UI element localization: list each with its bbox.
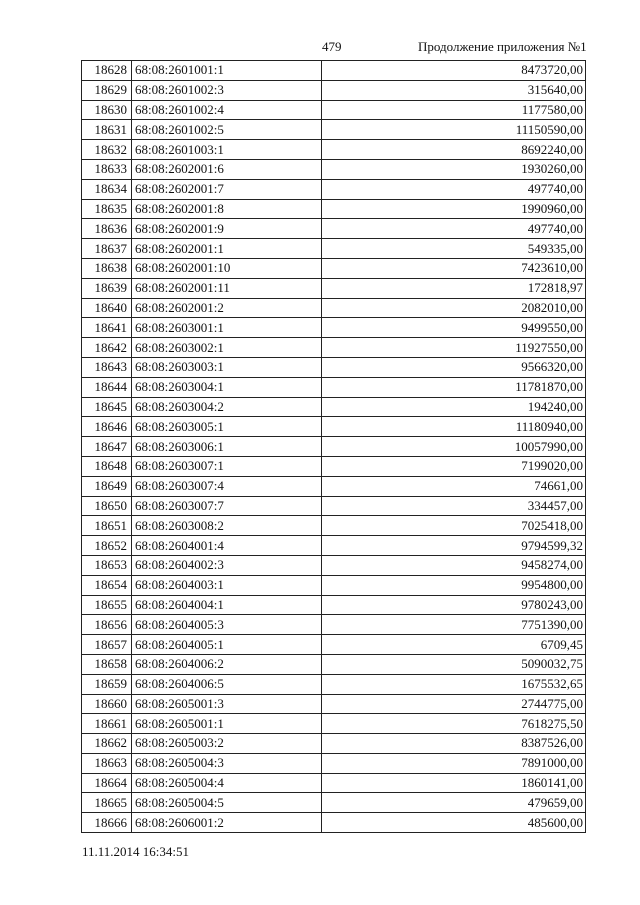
cadastral-value: 7423610,00: [322, 258, 586, 278]
cadastral-number: 68:08:2602001:2: [132, 298, 322, 318]
table-row: [82, 120, 586, 140]
cadastral-value: 10057990,00: [322, 437, 586, 457]
table-row: [82, 318, 586, 338]
row-number: 18628: [82, 61, 132, 81]
row-number: 18650: [82, 496, 132, 516]
cadastral-number: 68:08:2604006:2: [132, 654, 322, 674]
cadastral-number: 68:08:2603006:1: [132, 437, 322, 457]
table-row: [82, 456, 586, 476]
cadastral-number: 68:08:2604005:1: [132, 635, 322, 655]
cadastral-number: 68:08:2603001:1: [132, 318, 322, 338]
cadastral-value: 8387526,00: [322, 734, 586, 754]
cadastral-number: 68:08:2605004:5: [132, 793, 322, 813]
row-number: 18637: [82, 239, 132, 259]
table-row: [82, 773, 586, 793]
cadastral-number: 68:08:2604002:3: [132, 555, 322, 575]
row-number: 18647: [82, 437, 132, 457]
row-number: 18664: [82, 773, 132, 793]
page-header: [0, 38, 640, 58]
cadastral-number: 68:08:2601002:5: [132, 120, 322, 140]
cadastral-number: 68:08:2605001:1: [132, 714, 322, 734]
cadastral-number: 68:08:2603002:1: [132, 338, 322, 358]
row-number: 18648: [82, 456, 132, 476]
cadastral-number: 68:08:2601002:4: [132, 100, 322, 120]
cadastral-number: 68:08:2602001:7: [132, 179, 322, 199]
cadastral-number: 68:08:2605004:3: [132, 753, 322, 773]
cadastral-number: 68:08:2602001:6: [132, 159, 322, 179]
cadastral-number: 68:08:2603004:1: [132, 377, 322, 397]
table-row: [82, 298, 586, 318]
cadastral-number: 68:08:2602001:8: [132, 199, 322, 219]
row-number: 18638: [82, 258, 132, 278]
table-row: [82, 674, 586, 694]
cadastral-value: 6709,45: [322, 635, 586, 655]
table-row: [82, 753, 586, 773]
cadastral-value: 497740,00: [322, 179, 586, 199]
cadastral-number: 68:08:2606001:2: [132, 813, 322, 833]
cadastral-value: 2744775,00: [322, 694, 586, 714]
cadastral-number: 68:08:2603008:2: [132, 516, 322, 536]
cadastral-value: 9794599,32: [322, 536, 586, 556]
row-number: 18652: [82, 536, 132, 556]
row-number: 18636: [82, 219, 132, 239]
cadastral-number: 68:08:2602001:10: [132, 258, 322, 278]
table-body: [82, 61, 586, 833]
table-row: [82, 496, 586, 516]
row-number: 18641: [82, 318, 132, 338]
cadastral-number: 68:08:2605001:3: [132, 694, 322, 714]
cadastral-number: 68:08:2604004:1: [132, 595, 322, 615]
row-number: 18640: [82, 298, 132, 318]
table-row: [82, 734, 586, 754]
cadastral-number: 68:08:2603005:1: [132, 417, 322, 437]
row-number: 18661: [82, 714, 132, 734]
page-number: 479: [322, 39, 342, 54]
table-row: [82, 714, 586, 734]
table-row: [82, 575, 586, 595]
cadastral-value: 11927550,00: [322, 338, 586, 358]
cadastral-value: 485600,00: [322, 813, 586, 833]
row-number: 18663: [82, 753, 132, 773]
row-number: 18658: [82, 654, 132, 674]
cadastral-number: 68:08:2601001:1: [132, 61, 322, 81]
row-number: 18629: [82, 80, 132, 100]
cadastral-value: 9780243,00: [322, 595, 586, 615]
cadastral-value: 334457,00: [322, 496, 586, 516]
cadastral-value: 9458274,00: [322, 555, 586, 575]
table-row: [82, 100, 586, 120]
table-row: [82, 377, 586, 397]
cadastral-number: 68:08:2605004:4: [132, 773, 322, 793]
cadastral-value: 549335,00: [322, 239, 586, 259]
cadastral-number: 68:08:2604006:5: [132, 674, 322, 694]
table-row: [82, 595, 586, 615]
cadastral-number: 68:08:2604001:4: [132, 536, 322, 556]
table-row: [82, 258, 586, 278]
table-row: [82, 635, 586, 655]
row-number: 18646: [82, 417, 132, 437]
cadastral-number: 68:08:2603003:1: [132, 357, 322, 377]
cadastral-value: 7025418,00: [322, 516, 586, 536]
cadastral-number: 68:08:2603007:7: [132, 496, 322, 516]
cadastral-value: 9499550,00: [322, 318, 586, 338]
cadastral-value: 11180940,00: [322, 417, 586, 437]
table-row: [82, 516, 586, 536]
row-number: 18642: [82, 338, 132, 358]
row-number: 18656: [82, 615, 132, 635]
cadastral-value: 8473720,00: [322, 61, 586, 81]
row-number: 18630: [82, 100, 132, 120]
cadastral-value: 497740,00: [322, 219, 586, 239]
cadastral-value: 11150590,00: [322, 120, 586, 140]
row-number: 18639: [82, 278, 132, 298]
table-row: [82, 338, 586, 358]
cadastral-value: 1177580,00: [322, 100, 586, 120]
cadastral-number: 68:08:2603004:2: [132, 397, 322, 417]
cadastral-number: 68:08:2605003:2: [132, 734, 322, 754]
row-number: 18654: [82, 575, 132, 595]
appendix-label: Продолжение приложения №1: [418, 39, 587, 54]
row-number: 18657: [82, 635, 132, 655]
table-row: [82, 239, 586, 259]
cadastral-number: 68:08:2604005:3: [132, 615, 322, 635]
cadastral-value: 5090032,75: [322, 654, 586, 674]
cadastral-value: 11781870,00: [322, 377, 586, 397]
cadastral-value: 315640,00: [322, 80, 586, 100]
row-number: 18634: [82, 179, 132, 199]
cadastral-number: 68:08:2602001:11: [132, 278, 322, 298]
table-row: [82, 397, 586, 417]
cadastral-number: 68:08:2602001:1: [132, 239, 322, 259]
table-row: [82, 179, 586, 199]
cadastral-value: 2082010,00: [322, 298, 586, 318]
cadastral-number: 68:08:2601003:1: [132, 140, 322, 160]
row-number: 18655: [82, 595, 132, 615]
table-row: [82, 813, 586, 833]
row-number: 18644: [82, 377, 132, 397]
row-number: 18666: [82, 813, 132, 833]
table-row: [82, 654, 586, 674]
row-number: 18635: [82, 199, 132, 219]
row-number: 18659: [82, 674, 132, 694]
cadastral-value: 7199020,00: [322, 456, 586, 476]
cadastral-value: 172818,97: [322, 278, 586, 298]
table-row: [82, 80, 586, 100]
table-row: [82, 159, 586, 179]
cadastral-value: 7891000,00: [322, 753, 586, 773]
row-number: 18665: [82, 793, 132, 813]
table-row: [82, 199, 586, 219]
row-number: 18633: [82, 159, 132, 179]
row-number: 18662: [82, 734, 132, 754]
row-number: 18660: [82, 694, 132, 714]
cadastral-value: 1990960,00: [322, 199, 586, 219]
cadastral-number: 68:08:2602001:9: [132, 219, 322, 239]
cadastral-number: 68:08:2603007:1: [132, 456, 322, 476]
table-row: [82, 694, 586, 714]
cadastral-number: 68:08:2604003:1: [132, 575, 322, 595]
cadastral-value: 74661,00: [322, 476, 586, 496]
table-row: [82, 793, 586, 813]
row-number: 18651: [82, 516, 132, 536]
table-row: [82, 437, 586, 457]
cadastral-value: 8692240,00: [322, 140, 586, 160]
table-row: [82, 278, 586, 298]
table-row: [82, 61, 586, 81]
table-row: [82, 536, 586, 556]
row-number: 18645: [82, 397, 132, 417]
table-row: [82, 476, 586, 496]
cadastral-value-table: [81, 60, 586, 833]
table-row: [82, 615, 586, 635]
row-number: 18649: [82, 476, 132, 496]
footer-timestamp: 11.11.2014 16:34:51: [82, 844, 190, 859]
cadastral-value: 479659,00: [322, 793, 586, 813]
table-row: [82, 417, 586, 437]
row-number: 18632: [82, 140, 132, 160]
row-number: 18643: [82, 357, 132, 377]
cadastral-number: 68:08:2601002:3: [132, 80, 322, 100]
cadastral-value: 194240,00: [322, 397, 586, 417]
cadastral-value: 1860141,00: [322, 773, 586, 793]
cadastral-value: 1675532,65: [322, 674, 586, 694]
row-number: 18653: [82, 555, 132, 575]
cadastral-value: 1930260,00: [322, 159, 586, 179]
table-row: [82, 219, 586, 239]
table-row: [82, 140, 586, 160]
table-row: [82, 555, 586, 575]
cadastral-number: 68:08:2603007:4: [132, 476, 322, 496]
table-row: [82, 357, 586, 377]
cadastral-value: 7618275,50: [322, 714, 586, 734]
row-number: 18631: [82, 120, 132, 140]
cadastral-value: 7751390,00: [322, 615, 586, 635]
cadastral-value: 9566320,00: [322, 357, 586, 377]
cadastral-value: 9954800,00: [322, 575, 586, 595]
